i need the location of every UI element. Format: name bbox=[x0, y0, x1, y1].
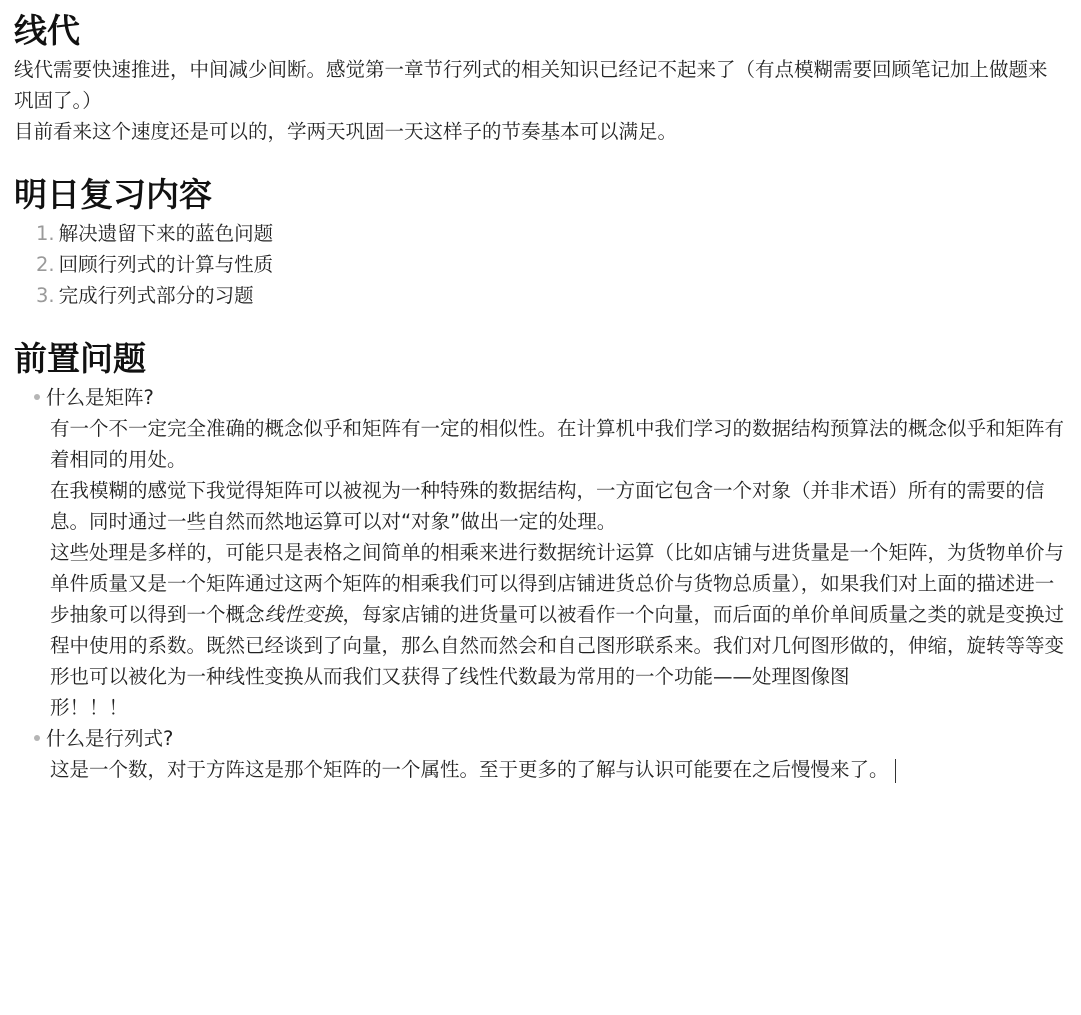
list-item bbox=[36, 218, 1069, 249]
list-item bbox=[34, 723, 1069, 785]
list-number: 1. bbox=[36, 222, 55, 245]
list-item bbox=[36, 249, 1069, 280]
document-page bbox=[14, 0, 1069, 785]
paragraph-progress: 线代需要快速推进，中间减少间断。感觉第一章节行列式的相关知识已经记不起来了（有点模糊需要回顾笔记加上做题来巩固了。） bbox=[14, 58, 1048, 112]
question-title: 什么是矩阵? bbox=[46, 386, 154, 409]
answer-text: 这些处理是多样的，可能只是表格之间简单的相乘来进行数据统计运算（比如店铺与进货量是一个矩阵，为货物单价与单件质量又是一个矩阵通过这两个矩阵的相乘我们可以得到店铺进货总价与货物总质量），如果我们对上面的描述进一步抽象可以得到一个概念 bbox=[50, 541, 1065, 626]
list-item bbox=[34, 382, 1069, 723]
question-title: 什么是行列式? bbox=[46, 727, 174, 750]
answer-paragraph: 在我模糊的感觉下我觉得矩阵可以被视为一种特殊的数据结构，一方面它包含一个对象（并非术语）所有的需要的信息。同时通过一些自然而然地运算可以对“对象”做出一定的处理。 bbox=[50, 479, 1045, 533]
list-number: 3. bbox=[36, 284, 55, 307]
answer-paragraph: 有一个不一定完全准确的概念似乎和矩阵有一定的相似性。在计算机中我们学习的数据结构预算法的概念似乎和矩阵有着相同的用处。 bbox=[50, 417, 1065, 471]
emphasis-linear-transform: 线性变换 bbox=[264, 603, 343, 626]
heading-review: 明日复习内容 bbox=[14, 175, 212, 214]
list-item bbox=[36, 280, 1069, 311]
answer-text: ，每家店铺的进货量可以被看作一个向量，而后面的单价单间质量之类的就是变换过程中使用的系数。既然已经谈到了向量，那么自然而然会和自己图形联系来。我们对几何图形做的，伸缩，旋转等等变形也可以被化为一种线性变换从而我们又获得了线性代数最为常用的一个功能——处理图像图 bbox=[50, 603, 1065, 688]
list-number: 2. bbox=[36, 253, 55, 276]
paragraph-pace: 目前看来这个速度还是可以的，学两天巩固一天这样子的节奏基本可以满足。 bbox=[14, 120, 678, 143]
heading-questions: 前置问题 bbox=[14, 339, 146, 378]
bullet-icon bbox=[34, 735, 40, 741]
bullet-icon bbox=[34, 394, 40, 400]
answer-paragraph[interactable] bbox=[50, 754, 1050, 785]
answer-text: 形！！！ bbox=[50, 696, 129, 719]
question-body bbox=[34, 754, 1070, 785]
list-item-text: 解决遗留下来的蓝色问题 bbox=[58, 222, 274, 245]
answer-text: 这是一个数，对于方阵这是那个矩阵的一个属性。至于更多的了解与认识可能要在之后慢慢来了。 bbox=[50, 758, 889, 781]
list-item-text: 完成行列式部分的习题 bbox=[58, 284, 254, 307]
questions-list bbox=[14, 382, 1069, 785]
answer-paragraph bbox=[50, 537, 1070, 723]
list-item-text: 回顾行列式的计算与性质 bbox=[58, 253, 274, 276]
review-list bbox=[14, 218, 1069, 311]
question-body bbox=[34, 413, 1070, 723]
heading-linear-algebra: 线代 bbox=[14, 11, 80, 50]
text-cursor bbox=[895, 759, 896, 783]
